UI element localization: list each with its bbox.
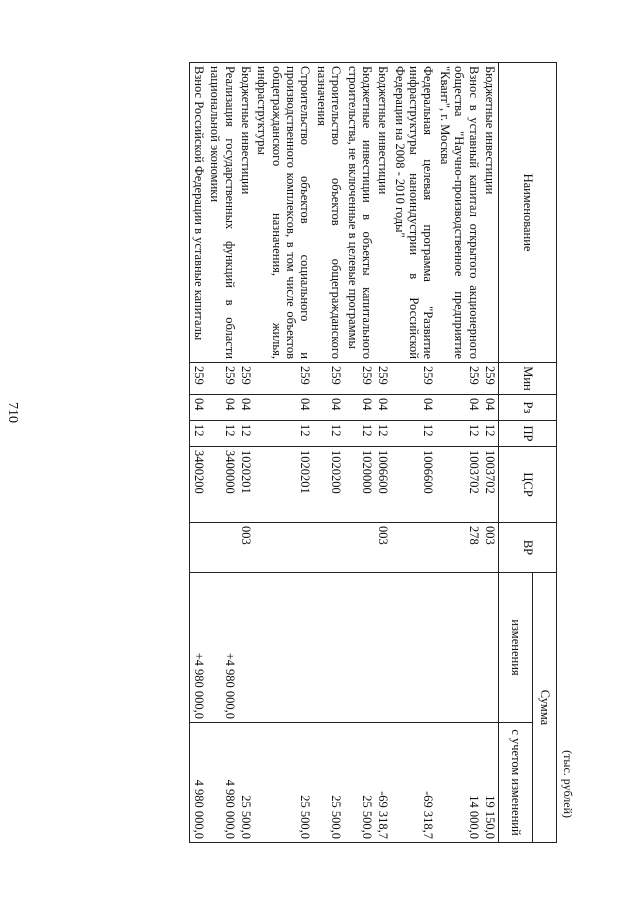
table-body [190,63,499,843]
row-changes [391,573,436,723]
row-changes [238,573,254,723]
row-csr: 3400200 [190,447,207,523]
table-row [482,63,499,843]
row-min: 259 [314,363,345,395]
row-pr: 12 [254,421,314,447]
table-row [314,63,345,843]
row-pr: 12 [391,421,436,447]
row-min: 259 [190,363,207,395]
row-rz: 04 [344,395,375,421]
table-row [375,63,391,843]
row-min: 259 [254,363,314,395]
row-name: Взнос в уставный капитал открытого акционерного общества "Научно-производственное предприятие "Квант", г. Москва [437,63,482,363]
table-row [344,63,375,843]
row-vr: 003 [482,523,499,573]
row-pr: 12 [190,421,207,447]
row-min: 259 [344,363,375,395]
row-changes [437,573,482,723]
row-total: 25 500,0 [314,723,345,843]
row-changes [254,573,314,723]
row-total: -69 318,7 [375,723,391,843]
page-number: 710 [5,402,20,423]
row-changes [375,573,391,723]
row-csr: 1020201 [238,447,254,523]
row-name: Строительство объектов социального и производственного комплексов, в том числе объектов общегражданского назначения, жилья, инфраструктуры [254,63,314,363]
header-name: Наименование [499,63,557,363]
row-vr: 003 [375,523,391,573]
row-min: 259 [391,363,436,395]
row-csr: 1020201 [254,447,314,523]
row-vr [314,523,345,573]
table-row [391,63,436,843]
row-pr: 12 [238,421,254,447]
row-vr [344,523,375,573]
table-row [254,63,314,843]
row-vr: 003 [238,523,254,573]
row-total: 19 150,0 [482,723,499,843]
budget-table [190,62,558,843]
header-changes: изменения [499,573,533,723]
row-changes [344,573,375,723]
row-total: 25 500,0 [238,723,254,843]
row-rz: 04 [238,395,254,421]
row-rz: 04 [254,395,314,421]
row-name: Бюджетные инвестиции в объекты капитального строительства, не включенные в целевые программы [344,63,375,363]
row-name: Строительство объектов общегражданского назначения [314,63,345,363]
header-pr: ПР [499,421,557,447]
header-vr: ВР [499,523,557,573]
row-csr: 1006600 [375,447,391,523]
row-pr: 12 [437,421,482,447]
row-csr: 1020000 [344,447,375,523]
table-row [437,63,482,843]
header-rz: Рз [499,395,557,421]
row-rz: 04 [190,395,207,421]
row-name: Взнос Российской Федерации в уставные капиталы [190,63,207,363]
row-pr: 12 [314,421,345,447]
row-total: 14 000,0 [437,723,482,843]
row-pr: 12 [344,421,375,447]
row-min: 259 [437,363,482,395]
row-total: 4 980 000,0 [207,723,238,843]
row-name: Бюджетные инвестиции [375,63,391,363]
table-row [190,63,207,843]
row-changes [482,573,499,723]
row-changes: +4 980 000,0 [207,573,238,723]
header-csr: ЦСР [499,447,557,523]
units-note: (тыс. рублей) [561,750,575,818]
table-row [238,63,254,843]
row-vr: 278 [437,523,482,573]
row-rz: 04 [391,395,436,421]
header-min: Мин [499,363,557,395]
row-vr [254,523,314,573]
row-csr: 1006600 [391,447,436,523]
row-min: 259 [207,363,238,395]
row-csr: 3400000 [207,447,238,523]
row-total: 4 980 000,0 [190,723,207,843]
row-pr: 12 [482,421,499,447]
row-changes: +4 980 000,0 [190,573,207,723]
row-rz: 04 [314,395,345,421]
rotated-page-content [115,62,575,842]
row-total: -69 318,7 [391,723,436,843]
table-row [207,63,238,843]
row-min: 259 [482,363,499,395]
row-changes [314,573,345,723]
row-csr: 1020200 [314,447,345,523]
row-csr: 1003702 [482,447,499,523]
row-min: 259 [375,363,391,395]
row-rz: 04 [482,395,499,421]
header-with-changes: с учетом изменений [499,723,533,843]
row-vr [391,523,436,573]
row-total: 25 500,0 [344,723,375,843]
row-rz: 04 [207,395,238,421]
row-vr [190,523,207,573]
row-name: Реализация государственных функций в области национальной экономики [207,63,238,363]
row-pr: 12 [375,421,391,447]
row-vr [207,523,238,573]
row-name: Федеральная целевая программа "Развитие инфраструктуры наноиндустрии в Российской Федерации на 2008 - 2010 годы" [391,63,436,363]
row-name: Бюджетные инвестиции [238,63,254,363]
row-min: 259 [238,363,254,395]
row-rz: 04 [375,395,391,421]
header-sum: Сумма [533,573,557,843]
row-pr: 12 [207,421,238,447]
row-total: 25 500,0 [254,723,314,843]
row-rz: 04 [437,395,482,421]
row-csr: 1003702 [437,447,482,523]
row-name: Бюджетные инвестиции [482,63,499,363]
